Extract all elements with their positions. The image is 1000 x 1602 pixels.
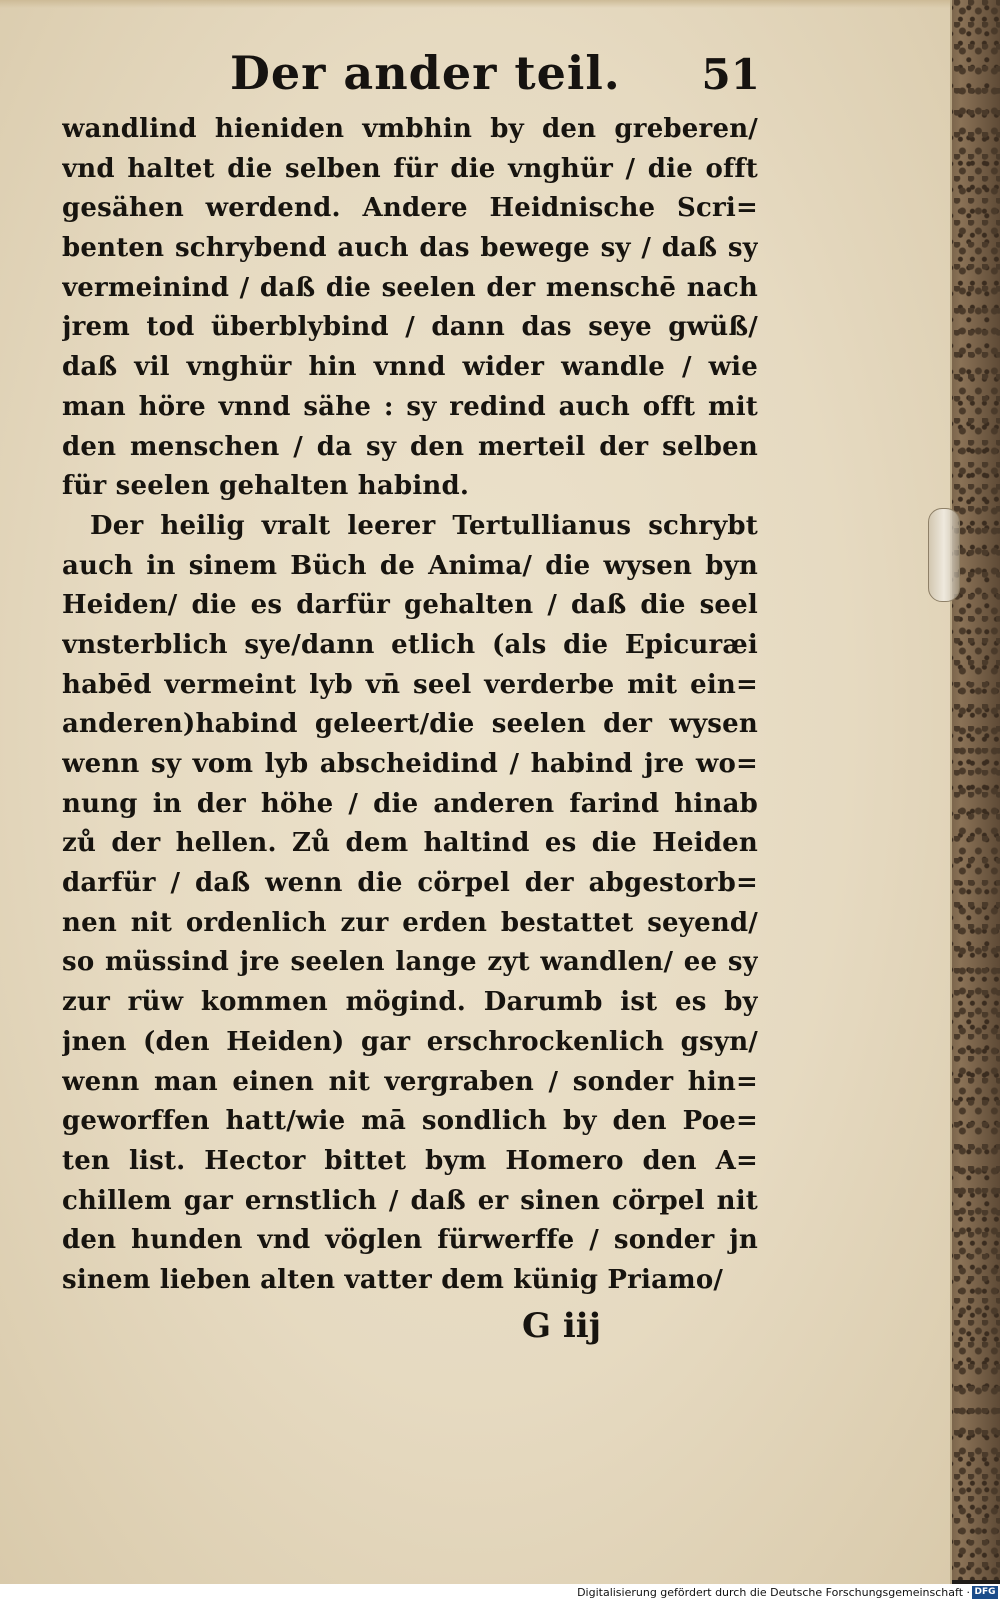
text-block xyxy=(62,110,758,1301)
text-line: so müssind jre seelen lange zyt wandlen/ ee sy xyxy=(62,947,758,978)
text-line: wenn sy vom lyb abscheidind / habind jre wo= xyxy=(62,749,758,779)
paragraph-first-line: Der heilig vralt leerer Tertullianus schrybt xyxy=(90,510,758,541)
text-line: gesähen werdend. Andere Heidnische Scri= xyxy=(62,193,758,224)
text-line: man höre vnnd sähe : sy redind auch offt mit xyxy=(62,391,758,422)
page-clip xyxy=(928,508,960,602)
text-line: auch in sinem Büch de Anima/ die wysen byn xyxy=(62,550,758,581)
text-line: zů der hellen. Zů dem haltind es die Heiden xyxy=(62,828,758,859)
text-line: den hunden vnd vöglen fürwerffe / sonder jn xyxy=(62,1225,758,1256)
text-line: wenn man einen nit vergraben / sonder hin= xyxy=(62,1066,758,1097)
text-line: geworffen hatt/wie mā sondlich by den Poe= xyxy=(62,1106,758,1137)
digitization-credit: Digitalisierung gefördert durch die Deutsche Forschungsgemeinschaft · xyxy=(577,1586,970,1599)
text-line: jrem tod überblybind / dann das seye gwüß/ xyxy=(62,312,758,343)
text-line: sinem lieben alten vatter dem künig Priamo/ xyxy=(62,1264,724,1295)
running-head: Der ander teil. xyxy=(230,46,621,100)
text-line: zur rüw kommen mögind. Darumb ist es by xyxy=(62,987,758,1018)
text-line: vnsterblich sye/dann etlich (als die Epicuræi xyxy=(62,629,758,660)
text-line: den menschen / da sy den merteil der selben xyxy=(62,431,758,462)
signature-mark: G iij xyxy=(522,1306,602,1346)
text-line: vnd haltet die selben für die vnghür / die offt xyxy=(62,153,758,184)
text-line: habēd vermeint lyb vn̄ seel verderbe mit ein= xyxy=(62,669,758,700)
page-number: 51 xyxy=(701,50,760,99)
page-top-edge xyxy=(0,0,950,8)
text-line: darfür / daß wenn die cörpel der abgestorb= xyxy=(62,868,758,899)
text-line: Heiden/ die es darfür gehalten / daß die seel xyxy=(62,590,758,621)
page-header xyxy=(220,46,760,106)
text-line: vermeinind / daß die seelen der menschē nach xyxy=(62,272,758,303)
text-line: daß vil vnghür hin vnnd wider wandle / wie xyxy=(62,352,758,383)
text-line: für seelen gehalten habind. xyxy=(62,471,470,502)
text-line: jnen (den Heiden) gar erschrockenlich gsyn/ xyxy=(62,1026,758,1057)
text-line: ten list. Hector bittet bym Homero den A= xyxy=(62,1145,758,1176)
text-line: benten schrybend auch das bewege sy / daß sy xyxy=(62,233,758,264)
text-line: anderen)habind geleert/die seelen der wysen xyxy=(62,709,758,740)
text-line: nung in der höhe / die anderen farind hinab xyxy=(62,788,758,819)
dfg-logo: DFG xyxy=(972,1586,998,1599)
text-line: nen nit ordenlich zur erden bestattet seyend/ xyxy=(62,907,758,938)
text-line: wandlind hieniden vmbhin by den greberen/ xyxy=(62,114,758,144)
text-line: chillem gar ernstlich / daß er sinen cörpel nit xyxy=(62,1185,758,1216)
